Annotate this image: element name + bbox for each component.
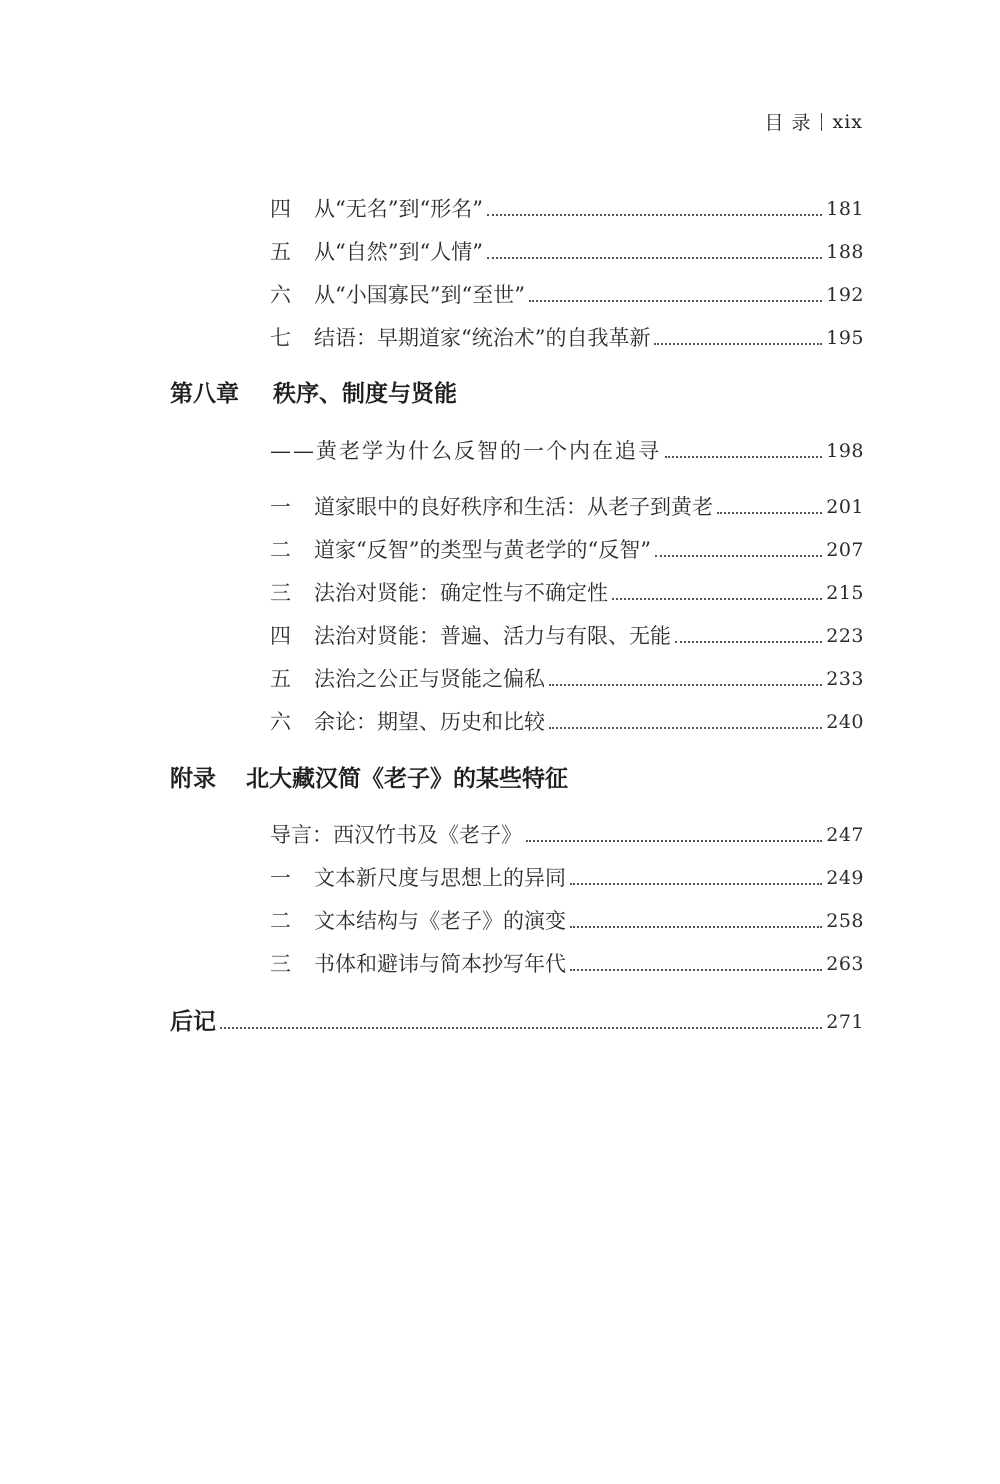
chapter-title: 秩序、制度与贤能: [273, 380, 458, 407]
toc-entry-number: 二: [270, 909, 291, 933]
toc-entry-page: 215: [826, 582, 864, 604]
toc-entry-title: 从“小国寡民”到“至世”: [314, 283, 525, 307]
toc-entry-title: 法治之公正与贤能之偏私: [314, 667, 545, 691]
toc-entry-page: 263: [826, 953, 864, 975]
dot-leader: [665, 456, 822, 458]
toc-entry-title: 法治对贤能：普遍、活力与有限、无能: [314, 624, 671, 648]
toc-entry-title: 导言：西汉竹书及《老子》: [270, 823, 522, 847]
toc-entry-number: 五: [270, 667, 291, 691]
toc-entry-page: 188: [826, 241, 864, 263]
toc-entry[interactable]: [0, 237, 864, 267]
toc-entry[interactable]: [0, 535, 864, 565]
running-head-page-number: xix: [832, 110, 863, 133]
dot-leader: [570, 883, 822, 885]
toc-postscript-entry[interactable]: [0, 1007, 864, 1037]
toc-entry-page: 258: [826, 910, 864, 932]
toc-entry[interactable]: [0, 906, 864, 936]
toc-entry[interactable]: [0, 578, 864, 608]
postscript-title: 后记: [170, 1008, 216, 1035]
toc-entry-title: 道家“反智”的类型与黄老学的“反智”: [314, 538, 651, 562]
toc-entry-number: 四: [270, 197, 291, 221]
toc-entry-title: 法治对贤能：确定性与不确定性: [314, 581, 608, 605]
appendix-title: 北大藏汉简《老子》的某些特征: [246, 765, 569, 792]
appendix-label: 附录: [170, 765, 216, 792]
toc-entry-title: 余论：期望、历史和比较: [314, 710, 545, 734]
dot-leader: [529, 300, 822, 302]
dot-leader: [487, 214, 822, 216]
toc-entry-page: 247: [826, 824, 864, 846]
dot-leader: [654, 343, 822, 345]
toc-entry[interactable]: [0, 323, 864, 353]
chapter-label: 第八章: [170, 380, 239, 407]
chapter-subtitle: ——黄老学为什么反智的一个内在追寻: [270, 439, 661, 463]
toc-entry-number: 七: [270, 326, 291, 350]
dot-leader: [675, 641, 822, 643]
dot-leader: [655, 555, 822, 557]
toc-entry[interactable]: [0, 621, 864, 651]
dot-leader: [487, 257, 822, 259]
toc-entry[interactable]: [0, 949, 864, 979]
toc-entry-page: 207: [826, 539, 864, 561]
toc-entry-page: 223: [826, 625, 864, 647]
toc-entry-title: 文本结构与《老子》的演变: [314, 909, 566, 933]
toc-entry-number: 六: [270, 283, 291, 307]
toc-entry-number: 二: [270, 538, 291, 562]
dot-leader: [612, 598, 822, 600]
running-head: [764, 108, 863, 135]
toc-entry-number: 六: [270, 710, 291, 734]
toc-entry[interactable]: [0, 280, 864, 310]
toc-entry-page: 240: [826, 711, 864, 733]
toc-entry-number: 三: [270, 581, 291, 605]
toc-entry[interactable]: [0, 492, 864, 522]
toc-entry-number: 一: [270, 495, 291, 519]
toc-entry[interactable]: [0, 194, 864, 224]
appendix-heading[interactable]: [170, 763, 568, 795]
toc-entry-title: 书体和避讳与简本抄写年代: [314, 952, 566, 976]
toc-entry-number: 四: [270, 624, 291, 648]
chapter-heading[interactable]: [170, 378, 457, 410]
toc-entry-page: 233: [826, 668, 864, 690]
dot-leader: [717, 512, 822, 514]
toc-entry-page: 198: [826, 440, 864, 462]
toc-entry-title: 文本新尺度与思想上的异同: [314, 866, 566, 890]
toc-entry[interactable]: [0, 863, 864, 893]
dot-leader: [549, 684, 822, 686]
toc-entry-page: 195: [826, 327, 864, 349]
running-head-divider: [821, 113, 822, 131]
running-head-section: 目 录: [764, 112, 812, 134]
toc-entry[interactable]: [0, 664, 864, 694]
dot-leader: [570, 969, 822, 971]
toc-entry[interactable]: [0, 820, 864, 850]
toc-entry-number: 三: [270, 952, 291, 976]
toc-entry-number: 一: [270, 866, 291, 890]
toc-entry-title: 道家眼中的良好秩序和生活：从老子到黄老: [314, 495, 713, 519]
toc-entry-page: 201: [826, 496, 864, 518]
toc-entry-page: 271: [826, 1011, 864, 1033]
toc-entry[interactable]: [0, 707, 864, 737]
toc-entry-title: 结语：早期道家“统治术”的自我革新: [314, 326, 651, 350]
toc-entry-number: 五: [270, 240, 291, 264]
dot-leader: [220, 1027, 822, 1029]
toc-entry-page: 192: [826, 284, 864, 306]
dot-leader: [526, 840, 822, 842]
dot-leader: [549, 727, 822, 729]
toc-entry-title: 从“自然”到“人情”: [314, 240, 483, 264]
toc-entry-page: 249: [826, 867, 864, 889]
chapter-subtitle-entry[interactable]: [0, 436, 864, 466]
toc-entry-title: 从“无名”到“形名”: [314, 197, 483, 221]
toc-entry-page: 181: [826, 198, 864, 220]
dot-leader: [570, 926, 822, 928]
